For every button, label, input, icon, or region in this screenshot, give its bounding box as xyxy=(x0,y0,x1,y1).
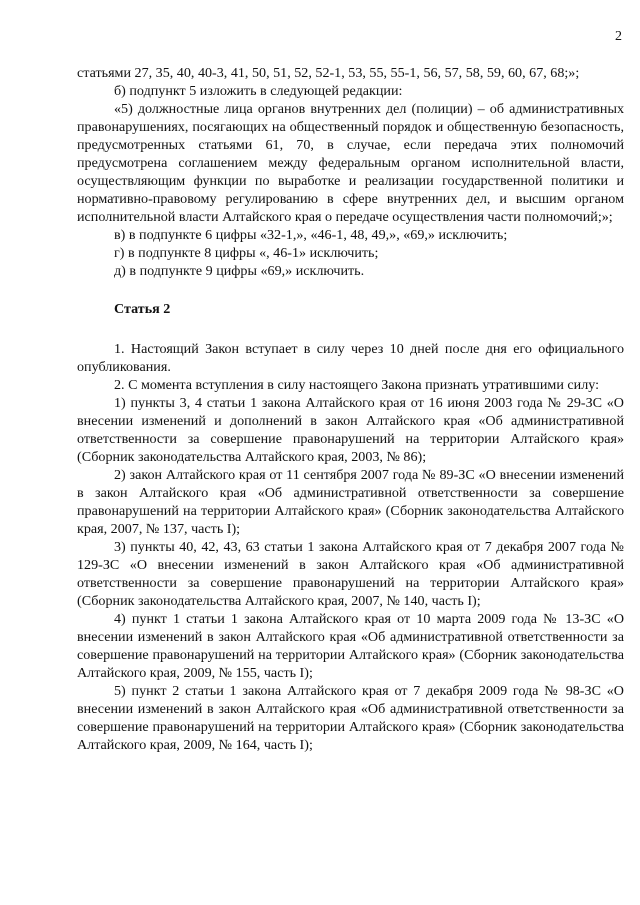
paragraph-subitem-b: б) подпункт 5 изложить в следующей редакции: xyxy=(114,83,403,99)
paragraph-subitem-d: д) в подпункте 9 цифры «69,» исключить. xyxy=(114,263,365,279)
paragraph-subitem-g: г) в подпункте 8 цифры «, 46-1» исключить; xyxy=(114,245,379,261)
list-item-1: 1) пункты 3, 4 статьи 1 закона Алтайского края от 16 июня 2003 года № 29-ЗС «О внесении изменений и дополнений в закон Алтайского края «Об административной ответственности за совершение правонарушений на территории Алтайского края» (Сборник законодательства Алтайского края, 2003, № 86); xyxy=(77,395,624,465)
article-heading: Статья 2 xyxy=(114,301,171,317)
paragraph-item-2: 2. С момента вступления в силу настоящего Закона признать утратившими силу: xyxy=(114,377,600,393)
list-item-4: 4) пункт 1 статьи 1 закона Алтайского края от 10 марта 2009 года № 13-ЗС «О внесении изменений в закон Алтайского края «Об административной ответственности за совершение правонарушений на территории Алтайского края» (Сборник законодательства Алтайского края, 2009, № 155, часть I); xyxy=(77,611,624,681)
list-item-5: 5) пункт 2 статьи 1 закона Алтайского края от 7 декабря 2009 года № 98-ЗС «О внесении изменений в закон Алтайского края «Об административной ответственности за совершение правонарушений на территории Алтайского края» (Сборник законодательства Алтайского края, 2009, № 164, часть I); xyxy=(77,683,624,753)
document-body xyxy=(77,64,624,754)
paragraph-continuation: статьями 27, 35, 40, 40-3, 41, 50, 51, 52, 52-1, 53, 55, 55-1, 56, 57, 58, 59, 60, 67, 68;»; xyxy=(77,65,580,81)
paragraph-subitem-5-text: «5) должностные лица органов внутренних дел (полиции) – об административных правонарушениях, посягающих на общественный порядок и общественную безопасность, предусмотренных статьями 61, 70, в случае, если передача этих полномочий предусмотрена соглашением между федеральным органом исполнительной власти, осуществляющим функции по выработке и реализации государственной политики и нормативно-правовому регулированию в сфере внутренних дел, и высшим органом исполнительной власти Алтайского края о передаче осуществления части полномочий;»; xyxy=(77,101,624,225)
spacer xyxy=(77,280,624,300)
paragraph-item-1: 1. Настоящий Закон вступает в силу через 10 дней после дня его официального опубликования. xyxy=(77,341,624,375)
list-item-3: 3) пункты 40, 42, 43, 63 статьи 1 закона Алтайского края от 7 декабря 2007 года № 129-ЗС «О внесении изменений в закон Алтайского края «Об административной ответственности за совершение правонарушений на территории Алтайского края» (Сборник законодательства Алтайского края, 2007, № 140, часть I); xyxy=(77,539,624,609)
paragraph-subitem-v: в) в подпункте 6 цифры «32-1,», «46-1, 48, 49,», «69,» исключить; xyxy=(114,227,508,243)
list-item-2: 2) закон Алтайского края от 11 сентября 2007 года № 89-ЗС «О внесении изменений в закон Алтайского края «Об административной ответственности за совершение правонарушений на территории Алтайского края» (Сборник законодательства Алтайского края, 2007, № 137, часть I); xyxy=(77,467,624,537)
page-number: 2 xyxy=(615,29,622,44)
spacer xyxy=(77,318,624,340)
